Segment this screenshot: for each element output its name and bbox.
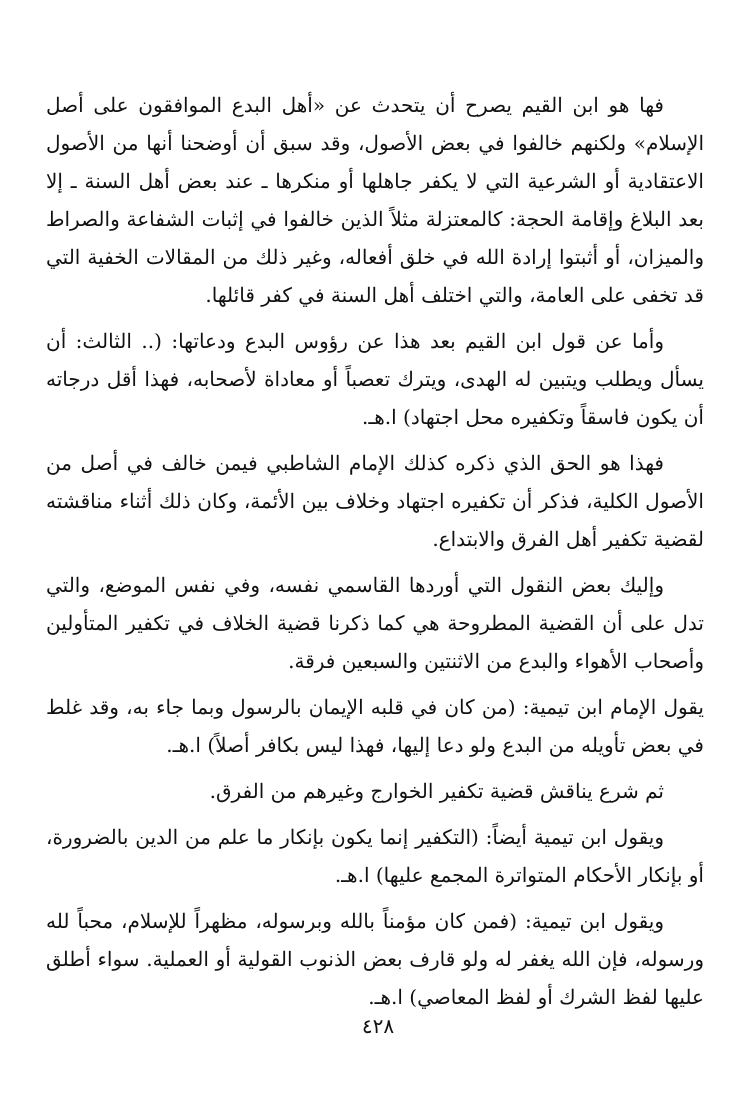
page-body [46, 86, 704, 1016]
paragraph-qasimi-quotes: وإليك بعض النقول التي أوردها القاسمي نفسه، وفي نفس الموضع، والتي تدل على أن القضية المطروحة هي كما ذكرنا قضية الخلاف في تكفير المتأولين وأصحاب الأهواء والبدع من الاثنتين والسبعين فرقة. [46, 573, 704, 673]
paragraph-shatibi: فهذا هو الحق الذي ذكره كذلك الإمام الشاطبي فيمن خالف في أصل من الأصول الكلية، فذكر أن تكفيره اجتهاد وخلاف بين الأئمة، وكان ذلك أثناء مناقشته لقضية تكفير أهل الفرق والابتداع. [46, 451, 704, 551]
paragraph-ibn-qayyim-innovators: فها هو ابن القيم يصرح أن يتحدث عن «أهل البدع الموافقون على أصل الإسلام» ولكنهم خالفوا في بعض الأصول، وقد سبق أن أوضحنا أنها من الأصول الاعتقادية أو الشرعية التي لا يكفر جاهلها أو منكرها ـ عند بعض أهل السنة ـ إلا بعد البلاغ وإقامة الحجة: كالمعتزلة مثلاً الذين خالفوا في إثبات الشفاعة والصراط والميزان، أو أثبتوا إرادة الله في خلق أفعاله، وغير ذلك من المقالات الخفية التي قد تخفى على العامة، والتي اختلف أهل السنة في كفر قائلها. [46, 93, 705, 307]
paragraph-ibn-taymiyya-quote-2: ويقول ابن تيمية أيضاً: (التكفير إنما يكون بإنكار ما علم من الدين بالضرورة، أو بإنكار الأحكام المتواترة المجمع عليها) ا.هـ. [46, 825, 704, 887]
paragraph-ibn-taymiyya-quote-3: ويقول ابن تيمية: (فمن كان مؤمناً بالله وبرسوله، مظهراً للإسلام، محباً لله ورسوله، فإن الله يغفر له ولو قارف بعض الذنوب القولية أو العملية. سواء أطلق عليها لفظ الشرك أو لفظ المعاصي) ا.هـ. [46, 909, 704, 1009]
paragraph-heads-of-innovation: وأما عن قول ابن القيم بعد هذا عن رؤوس البدع ودعاتها: (.. الثالث: أن يسأل ويطلب ويتبين له الهدى، ويترك تعصباً أو معاداة لأصحابه، فهذا أقل درجاته أن يكون فاسقاً وتكفيره محل اجتهاد) ا.هـ. [46, 329, 704, 429]
paragraph-ibn-taymiyya-quote-1: يقول الإمام ابن تيمية: (من كان في قلبه الإيمان بالرسول وبما جاء به، وقد غلط في بعض تأويله من البدع ولو دعا إليها، فهذا ليس بكافر أصلاً) ا.هـ. [46, 695, 704, 757]
page-number: ٤٢٨ [361, 1014, 395, 1038]
paragraph-khawarij: ثم شرع يناقش قضية تكفير الخوارج وغيرهم من الفرق. [209, 779, 664, 803]
